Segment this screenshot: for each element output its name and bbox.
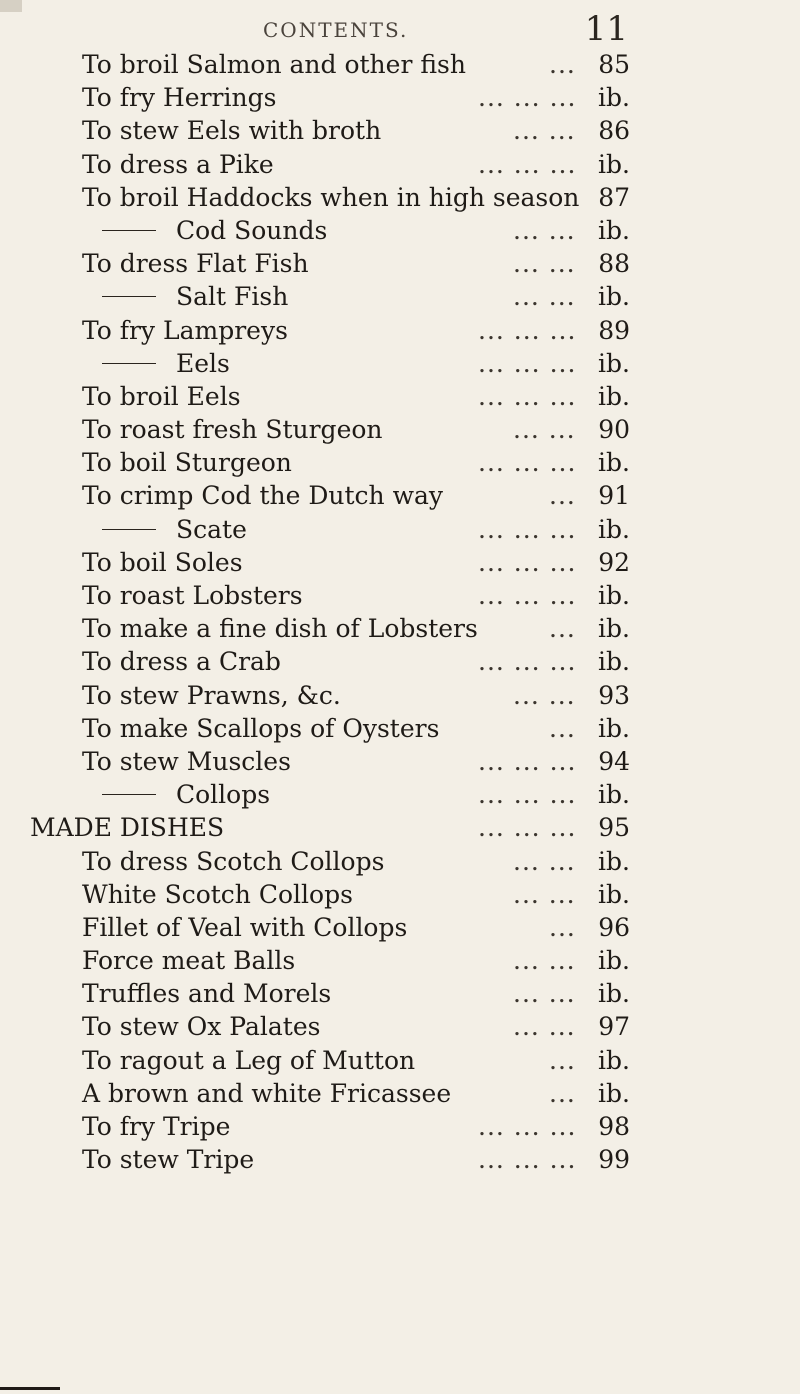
entry-page-number: ib. [598,647,630,677]
section-heading [30,811,224,844]
entry-title-text: To make a fine dish of Lobsters [82,614,478,644]
dot-leader: ... ... [513,846,576,876]
dot-leader: ... ... ... [478,547,577,577]
dot-leader: ... [549,50,576,79]
dot-leader: ... ... ... [478,448,577,478]
dot-leader: ... [549,614,576,644]
dot-leader: ... ... [513,116,576,146]
toc-entry [0,612,800,645]
dot-leader: ... ... ... [478,315,577,345]
toc-entry [0,247,800,280]
entry-title [82,579,303,612]
entry-page-number: 87 [598,182,630,212]
entry-title-text: To broil Salmon and other fish [82,50,466,79]
entry-title-text: To make Scallops of Oysters [82,713,440,743]
entry-page-number: ib. [598,879,630,909]
dot-leader: ... ... ... [478,348,577,378]
ditto-dash [102,296,156,297]
entry-title [82,911,407,944]
dot-leader: ... ... ... [478,813,577,843]
entry-page-number: ib. [598,1078,630,1108]
entry-title [82,380,241,413]
toc-entry [0,1077,800,1110]
table-of-contents [0,48,800,1176]
dot-leader: ... ... [513,680,576,710]
entry-title [82,745,291,778]
ditto-dash [102,363,156,364]
entry-page-number: ib. [598,149,630,179]
bottom-rule [0,1387,60,1390]
dot-leader: ... ... ... [478,149,577,179]
entry-title [82,114,381,147]
toc-entry [0,181,800,214]
entry-page-number: ib. [598,780,630,810]
entry-page-number: ib. [598,448,630,478]
dot-leader: ... ... ... [478,581,577,610]
dot-leader: ... ... ... [478,514,577,544]
dot-leader: ... ... [513,415,576,445]
entry-title-text: To boil Sturgeon [82,448,292,478]
dot-leader: ... ... ... [478,1112,577,1141]
entry-title [82,446,292,479]
toc-entry [0,347,800,380]
toc-entry [0,513,800,546]
toc-entry [0,745,800,778]
entry-page-number: 98 [598,1112,630,1141]
entry-page-number: ib. [598,215,630,245]
entry-title [82,1010,320,1043]
entry-title-text: To fry Lampreys [82,315,288,345]
entry-title [82,148,274,181]
entry-title-text: To fry Tripe [82,1112,231,1141]
entry-title [82,247,309,280]
entry-page-number: ib. [598,1045,630,1075]
entry-title [102,347,230,380]
entry-page-number: 90 [598,415,630,445]
entry-title [82,679,341,712]
entry-title-text: To stew Muscles [82,746,291,776]
entry-title-text: To ragout a Leg of Mutton [82,1045,416,1075]
entry-title-text: MADE DISHES [30,813,225,843]
dot-leader: ... ... [513,879,576,909]
dot-leader: ... ... [513,249,576,279]
entry-title-text: To stew Eels with broth [82,116,382,146]
entry-title [82,712,439,745]
entry-title [82,314,288,347]
entry-page-number: ib. [598,282,630,312]
ditto-dash [102,230,156,231]
entry-page-number: 89 [598,315,630,345]
toc-entry [0,1110,800,1143]
toc-entry [0,679,800,712]
entry-title [82,1143,254,1176]
entry-page-number: 97 [598,1012,630,1042]
toc-entry [0,712,800,745]
toc-entry [0,546,800,579]
entry-page-number: ib. [598,846,630,876]
toc-entry [0,811,800,844]
entry-page-number: ib. [598,514,630,544]
dot-leader: ... ... ... [478,381,577,411]
entry-title [102,280,288,313]
dot-leader: ... ... ... [478,780,577,810]
dot-leader: ... ... [513,946,576,976]
toc-entry [0,944,800,977]
toc-entry [0,1143,800,1176]
toc-entry [0,911,800,944]
entry-title [82,1077,451,1110]
toc-entry [0,81,800,114]
toc-entry [0,845,800,878]
ditto-dash [102,794,156,795]
dot-leader: ... [549,481,576,511]
entry-title [82,612,478,645]
entry-page-number: ib. [598,979,630,1009]
entry-title [82,645,281,678]
dot-leader: ... ... [513,1012,576,1042]
toc-entry [0,280,800,313]
entry-title-text: To broil Eels [82,381,241,411]
entry-title-text: To dress Scotch Collops [82,846,385,876]
page-number: 11 [584,9,628,49]
entry-title [102,778,270,811]
entry-title [82,48,466,81]
entry-title-text: Salt Fish [176,282,289,312]
toc-entry [0,380,800,413]
entry-title [82,479,443,512]
toc-entry [0,579,800,612]
toc-entry [0,977,800,1010]
entry-title [82,181,579,214]
toc-entry [0,214,800,247]
toc-entry [0,446,800,479]
entry-page-number: 95 [598,813,630,843]
dot-leader: ... [549,713,576,743]
entry-title-text: To roast fresh Sturgeon [82,415,383,445]
ditto-dash [102,529,156,530]
entry-title-text: To crimp Cod the Dutch way [82,481,444,511]
entry-title [82,977,331,1010]
entry-title [102,513,247,546]
toc-entry [0,878,800,911]
entry-page-number: 88 [598,249,630,279]
dot-leader: ... ... ... [478,83,577,113]
entry-title [82,546,243,579]
entry-page-number: ib. [598,381,630,411]
entry-page-number: ib. [598,614,630,644]
entry-title-text: To fry Herrings [82,83,277,113]
entry-page-number: 92 [598,547,630,577]
entry-title-text: Eels [176,348,230,378]
entry-title-text: White Scotch Collops [82,879,353,909]
entry-page-number: 96 [598,912,630,942]
entry-page-number: 86 [598,116,630,146]
entry-page-number: ib. [598,581,630,610]
entry-title [82,1110,230,1143]
running-head: CONTENTS. [263,18,409,42]
entry-title-text: Force meat Balls [82,946,296,976]
entry-page-number: 85 [598,50,630,79]
entry-title-text: A brown and white Fricassee [82,1078,452,1108]
entry-page-number: 94 [598,746,630,776]
entry-title-text: To boil Soles [82,547,243,577]
entry-title [82,1044,415,1077]
entry-title-text: To broil Haddocks when in high season [82,182,580,212]
entry-title [82,413,383,446]
toc-entry [0,1010,800,1043]
entry-title-text: Cod Sounds [176,215,328,245]
entry-title-text: Fillet of Veal with Collops [82,912,408,942]
toc-entry [0,48,800,81]
entry-page-number: ib. [598,946,630,976]
entry-title-text: To stew Tripe [82,1145,255,1175]
entry-title-text: To roast Lobsters [82,581,303,610]
toc-entry [0,413,800,446]
dot-leader: ... [549,1078,576,1108]
toc-entry [0,778,800,811]
entry-title-text: Scate [176,514,247,544]
entry-page-number: 99 [598,1145,630,1175]
dot-leader: ... ... ... [478,1145,577,1175]
toc-entry [0,148,800,181]
toc-entry [0,479,800,512]
toc-entry [0,314,800,347]
entry-page-number: ib. [598,713,630,743]
toc-entry [0,645,800,678]
entry-title-text: To stew Ox Palates [82,1012,321,1042]
entry-title-text: Truffles and Morels [82,979,332,1009]
toc-entry [0,114,800,147]
entry-title-text: To stew Prawns, &c. [82,680,341,710]
entry-page-number: 93 [598,680,630,710]
entry-title-text: To dress Flat Fish [82,249,309,279]
dot-leader: ... ... ... [478,647,577,677]
entry-title [82,81,276,114]
entry-title [102,214,327,247]
dot-leader: ... [549,912,576,942]
dot-leader: ... [549,1045,576,1075]
entry-title [82,845,384,878]
dot-leader: ... ... [513,215,576,245]
dot-leader: ... ... ... [478,746,577,776]
entry-page-number: ib. [598,348,630,378]
entry-title [82,878,353,911]
entry-title-text: To dress a Crab [82,647,281,677]
dot-leader: ... ... [513,979,576,1009]
entry-title [82,944,295,977]
entry-title-text: To dress a Pike [82,149,274,179]
entry-page-number: 91 [598,481,630,511]
toc-entry [0,1044,800,1077]
entry-page-number: ib. [598,83,630,113]
dot-leader: ... ... [513,282,576,312]
entry-title-text: Collops [176,780,271,810]
